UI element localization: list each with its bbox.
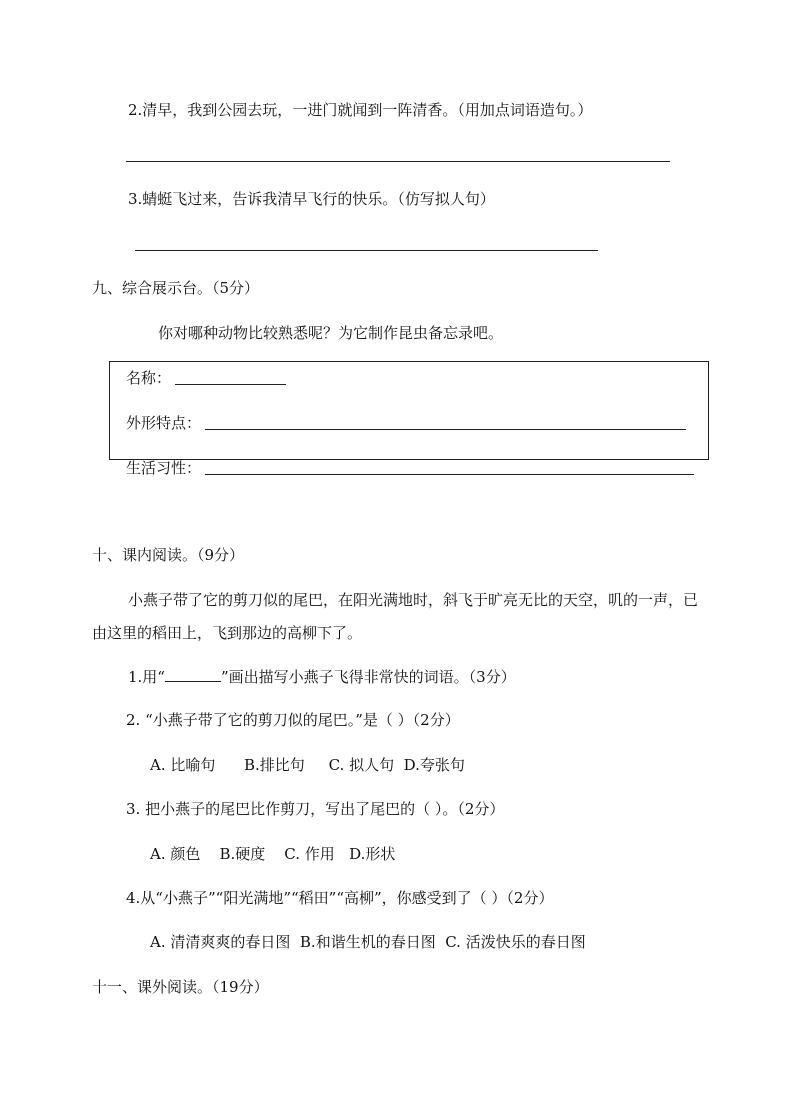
section-9-heading: 九、综合展示台。（5分）: [92, 279, 260, 297]
answer-line-8-2: [126, 161, 670, 162]
habits-label: 生活习性：: [126, 459, 202, 477]
question-10-1: [128, 667, 516, 687]
answer-line-8-3: [135, 250, 598, 251]
question-10-2-options: A. 比喻句 B.排比句 C. 拟人句 D.夸张句: [150, 756, 465, 774]
name-label: 名称：: [126, 369, 172, 387]
section-11-heading: 十一、课外阅读。（19分）: [92, 978, 269, 996]
question-8-2: 2.清早，我到公园去玩，一进门就闻到一阵清香。（用加点词语造句。）: [128, 101, 593, 119]
question-10-1-post: ”画出描写小燕子飞得非常快的词语。（3分）: [220, 668, 516, 686]
appearance-label: 外形特点：: [126, 414, 202, 432]
name-field-line[interactable]: [175, 384, 286, 385]
passage-line-1: 小燕子带了它的剪刀似的尾巴，在阳光满地时，斜飞于旷亮无比的天空，叽的一声，已: [128, 591, 699, 609]
question-10-4-options: A. 清清爽爽的春日图 B.和谐生机的春日图 C. 活泼快乐的春日图: [150, 933, 586, 951]
question-10-1-pre: 1.用“: [128, 668, 165, 686]
insect-memo-box: [109, 361, 709, 460]
section-10-heading: 十、课内阅读。（9分）: [92, 546, 245, 564]
question-8-3: 3.蜻蜓飞过来，告诉我清早飞行的快乐。（仿写拟人句）: [128, 190, 495, 208]
appearance-field-line[interactable]: [205, 429, 686, 430]
underline-blank: [165, 667, 221, 682]
habits-field-line[interactable]: [205, 474, 694, 475]
section-9-prompt: 你对哪种动物比较熟悉呢？为它制作昆虫备忘录吧。: [158, 324, 504, 342]
question-10-2: 2. “小燕子带了它的剪刀似的尾巴。”是（ ）（2分）: [126, 711, 460, 729]
question-10-3: 3. 把小燕子的尾巴比作剪刀，写出了尾巴的（ ）。（2分）: [126, 800, 505, 818]
passage-line-2: 由这里的稻田上，飞到那边的高柳下了。: [92, 624, 363, 642]
question-10-3-options: A. 颜色 B.硬度 C. 作用 D.形状: [150, 845, 396, 863]
question-10-4: 4.从“小燕子”“阳光满地”“稻田”“高柳”，你感受到了（ ）（2分）: [126, 889, 554, 907]
